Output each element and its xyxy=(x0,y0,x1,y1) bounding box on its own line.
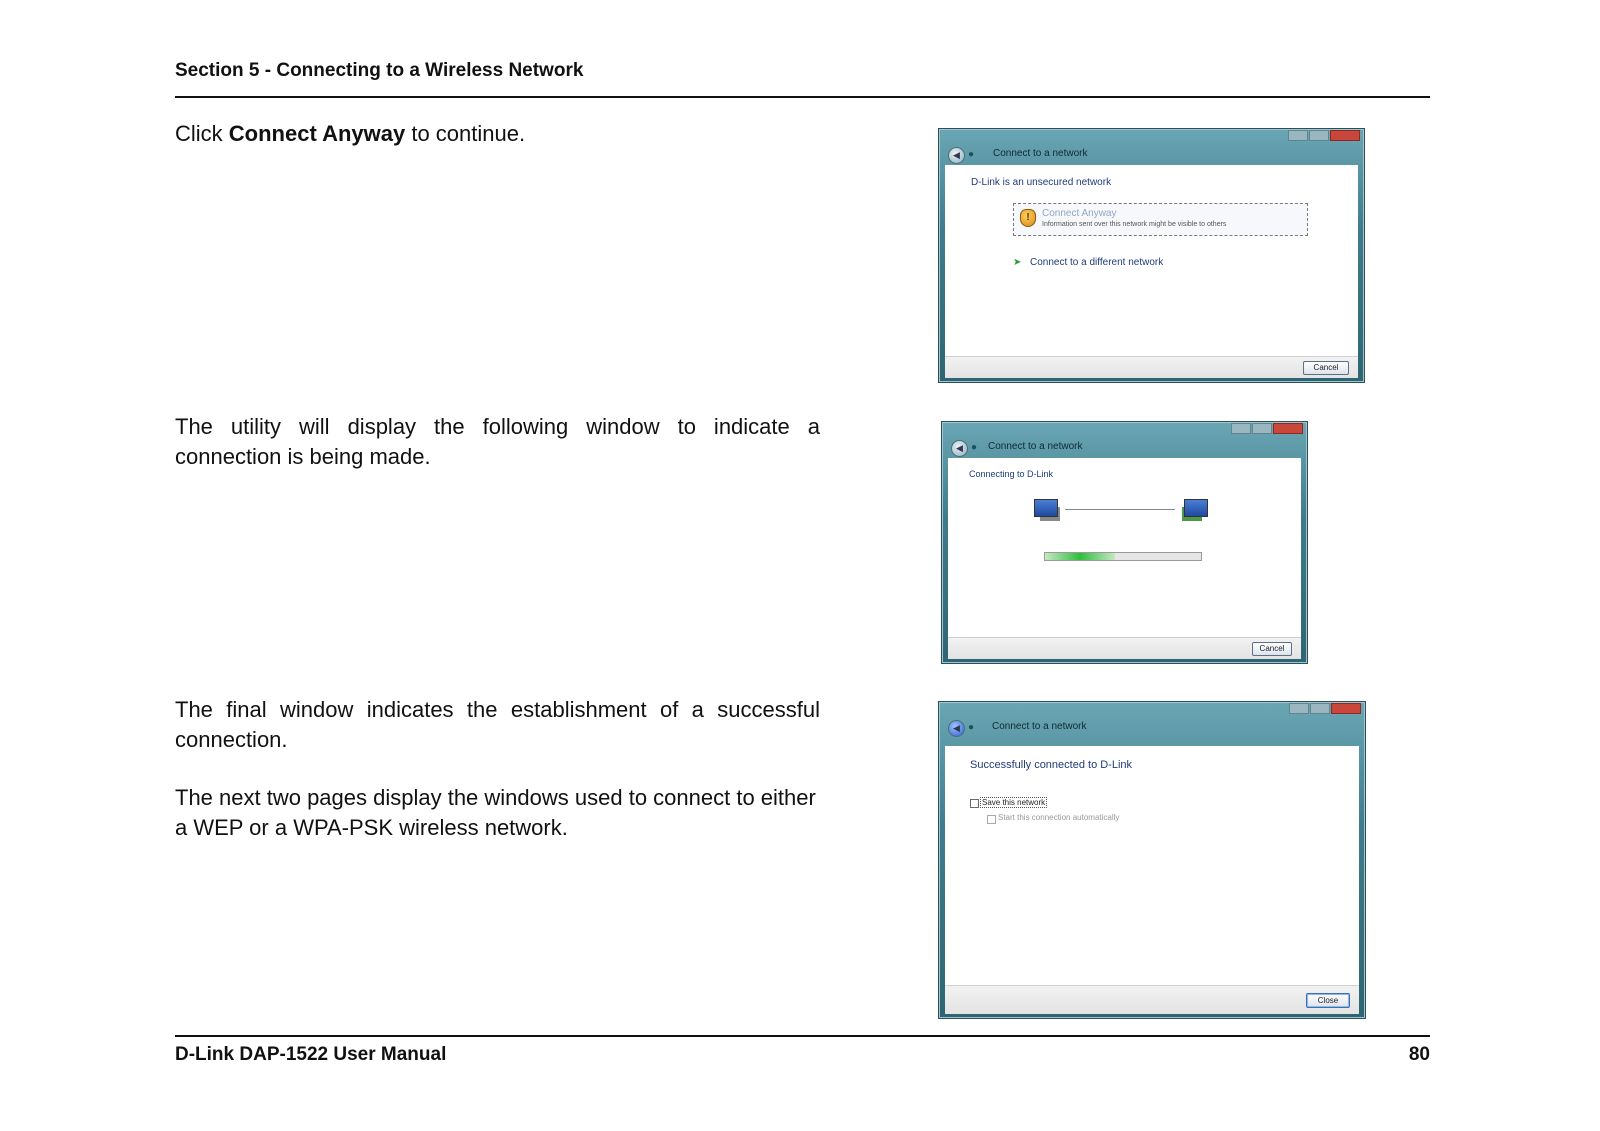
window-heading: Connecting to D-Link xyxy=(969,469,1054,479)
header-rule xyxy=(175,96,1430,98)
connect-anyway-label: Connect Anyway xyxy=(1042,208,1117,219)
back-arrow-icon[interactable]: ◀ xyxy=(948,720,965,737)
connect-different-network-link[interactable]: Connect to a different network xyxy=(1030,257,1164,268)
window-bottom-bar xyxy=(945,985,1359,1014)
connection-line xyxy=(1065,509,1175,510)
shield-warning-icon: ! xyxy=(1020,209,1036,227)
close-button[interactable] xyxy=(1330,130,1360,141)
step1-prefix: Click xyxy=(175,121,229,146)
window-content xyxy=(945,746,1359,993)
manual-title: D-Link DAP-1522 User Manual xyxy=(175,1044,447,1065)
step4-text: The next two pages display the windows used to connect to either a WEP or a WPA-PSK wireless network. xyxy=(175,785,816,840)
save-network-label[interactable]: Save this network xyxy=(982,798,1046,807)
network-wizard-icon: ● xyxy=(968,149,975,160)
start-automatically-checkbox[interactable] xyxy=(987,815,996,824)
minimize-button[interactable] xyxy=(1288,130,1308,141)
section-title: Section 5 - Connecting to a Wireless Network xyxy=(175,60,584,81)
step3-text: The final window indicates the establishment of a successful connection. xyxy=(175,697,820,752)
green-arrow-icon: ➤ xyxy=(1013,257,1022,268)
step1-suffix: to continue. xyxy=(405,121,526,146)
close-dialog-button[interactable]: Close xyxy=(1306,993,1350,1008)
computer-icon xyxy=(1034,499,1058,517)
window-connecting xyxy=(941,421,1308,664)
window-heading: D-Link is an unsecured network xyxy=(971,177,1112,188)
save-network-checkbox[interactable] xyxy=(970,799,979,808)
connection-progress-bar xyxy=(1044,552,1202,561)
window-bottom-bar xyxy=(948,637,1301,659)
window-unsecured-network xyxy=(938,128,1365,383)
window-connected xyxy=(938,701,1366,1019)
connect-anyway-description: Information sent over this network might be visible to others xyxy=(1042,221,1227,228)
window-title: Connect to a network xyxy=(988,441,1083,452)
window-controls xyxy=(1231,423,1303,432)
network-wizard-icon: ● xyxy=(971,442,978,453)
footer-rule xyxy=(175,1035,1430,1037)
maximize-button[interactable] xyxy=(1252,423,1272,434)
page-number: 80 xyxy=(1408,1044,1430,1065)
window-title: Connect to a network xyxy=(993,148,1088,159)
window-controls xyxy=(1288,130,1360,139)
window-title: Connect to a network xyxy=(992,721,1087,732)
maximize-button[interactable] xyxy=(1310,703,1330,714)
step1-text xyxy=(175,119,815,149)
back-arrow-icon[interactable]: ◀ xyxy=(948,147,965,164)
network-wizard-icon: ● xyxy=(968,722,975,733)
back-arrow-icon[interactable]: ◀ xyxy=(951,440,968,457)
window-content xyxy=(948,458,1301,638)
window-heading: Successfully connected to D-Link xyxy=(970,759,1133,771)
connect-anyway-option[interactable] xyxy=(1013,203,1308,236)
window-controls xyxy=(1289,703,1361,712)
start-automatically-label[interactable]: Start this connection automatically xyxy=(998,813,1120,822)
close-button[interactable] xyxy=(1331,703,1361,714)
cancel-button[interactable]: Cancel xyxy=(1252,642,1292,656)
cancel-button[interactable]: Cancel xyxy=(1303,361,1349,375)
minimize-button[interactable] xyxy=(1289,703,1309,714)
window-bottom-bar xyxy=(945,356,1358,378)
window-content xyxy=(945,165,1358,357)
step1-bold: Connect Anyway xyxy=(228,121,406,146)
step2-text: The utility will display the following window to indicate a connection is being made. xyxy=(175,414,820,469)
minimize-button[interactable] xyxy=(1231,423,1251,434)
progress-fill xyxy=(1045,553,1115,560)
maximize-button[interactable] xyxy=(1309,130,1329,141)
close-button[interactable] xyxy=(1273,423,1303,434)
network-icon xyxy=(1184,499,1208,517)
